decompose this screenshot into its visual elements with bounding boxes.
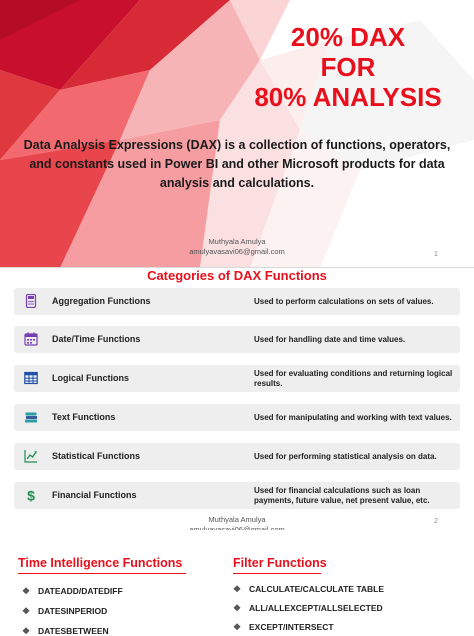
list-item — [233, 622, 334, 632]
bullet-icon: ❖ — [233, 622, 242, 632]
category-name: Aggregation Functions — [52, 296, 151, 306]
author-name: Muthyala Amulya — [208, 237, 266, 246]
bullet-icon: ❖ — [22, 626, 31, 636]
list-item — [22, 626, 109, 636]
category-description: Used for evaluating conditions and returning logical results. — [254, 368, 453, 388]
categories-title: Categories of DAX Functions — [147, 268, 327, 283]
intro-paragraph: Data Analysis Expressions (DAX) is a collection of functions, operators, and constants used in Power BI and other Microsoft products for data analysis and calculations. — [23, 138, 451, 190]
bullet-icon: ❖ — [22, 586, 31, 596]
category-name: Statistical Functions — [52, 451, 141, 461]
category-name: Date/Time Functions — [52, 334, 141, 344]
page-number: 2 — [434, 518, 438, 525]
item-text: DATESBETWEEN — [38, 626, 109, 636]
category-name: Logical Functions — [52, 373, 130, 383]
list-item — [22, 606, 107, 616]
item-text: EXCEPT/INTERSECT — [249, 622, 334, 632]
item-text: DATESINPERIOD — [38, 606, 108, 616]
category-description: Used for handling date and time values. — [254, 334, 406, 344]
item-text: DATEADD/DATEDIFF — [38, 586, 123, 596]
item-text: ALL/ALLEXCEPT/ALLSELECTED — [249, 603, 383, 613]
category-row — [14, 443, 460, 470]
list-item — [22, 586, 123, 596]
category-name: Text Functions — [52, 412, 116, 422]
categories-slide — [0, 268, 474, 530]
category-row — [14, 482, 460, 509]
title-slide — [0, 0, 474, 268]
filter-functions-heading — [233, 556, 327, 571]
calculator-icon — [24, 294, 38, 308]
heading-underline — [233, 573, 321, 574]
page-title — [238, 22, 458, 112]
author-email: amulyavasavi06@gmail.com — [189, 247, 285, 256]
title-line-3: 80% ANALYSIS — [254, 82, 442, 112]
trend-chart-icon — [24, 449, 38, 463]
category-row — [14, 326, 460, 353]
category-description: Used to perform calculations on sets of values. — [254, 296, 434, 306]
books-icon — [24, 410, 38, 424]
category-description: Used for performing statistical analysis on data. — [254, 451, 437, 461]
heading-text: Filter Functions — [233, 556, 327, 570]
category-row — [14, 365, 460, 392]
bullet-icon: ❖ — [233, 603, 242, 613]
table-icon — [24, 371, 38, 385]
category-name: Financial Functions — [52, 490, 137, 500]
author-name: Muthyala Amulya — [208, 515, 266, 524]
heading-underline — [18, 573, 186, 574]
title-line-2: FOR — [320, 52, 376, 82]
bullet-icon: ❖ — [233, 584, 242, 594]
item-text: CALCULATE/CALCULATE TABLE — [249, 584, 385, 594]
category-row — [14, 404, 460, 431]
list-item — [233, 584, 384, 594]
category-description: Used for financial calculations such as loan payments, future value, net present value, etc. — [254, 485, 430, 505]
dollar-icon — [24, 488, 38, 502]
svg-text:$: $ — [27, 488, 35, 502]
page-number: 1 — [434, 251, 438, 258]
title-line-1: 20% DAX — [290, 22, 406, 52]
calendar-icon — [24, 332, 38, 346]
slide-footer — [187, 237, 287, 257]
category-row — [14, 288, 460, 315]
functions-list-slide — [0, 530, 474, 636]
bullet-icon: ❖ — [22, 606, 31, 616]
list-item — [233, 603, 383, 613]
time-intelligence-heading — [18, 556, 182, 571]
heading-text: Time Intelligence Functions — [18, 556, 183, 570]
category-description: Used for manipulating and working with text values. — [254, 412, 452, 422]
